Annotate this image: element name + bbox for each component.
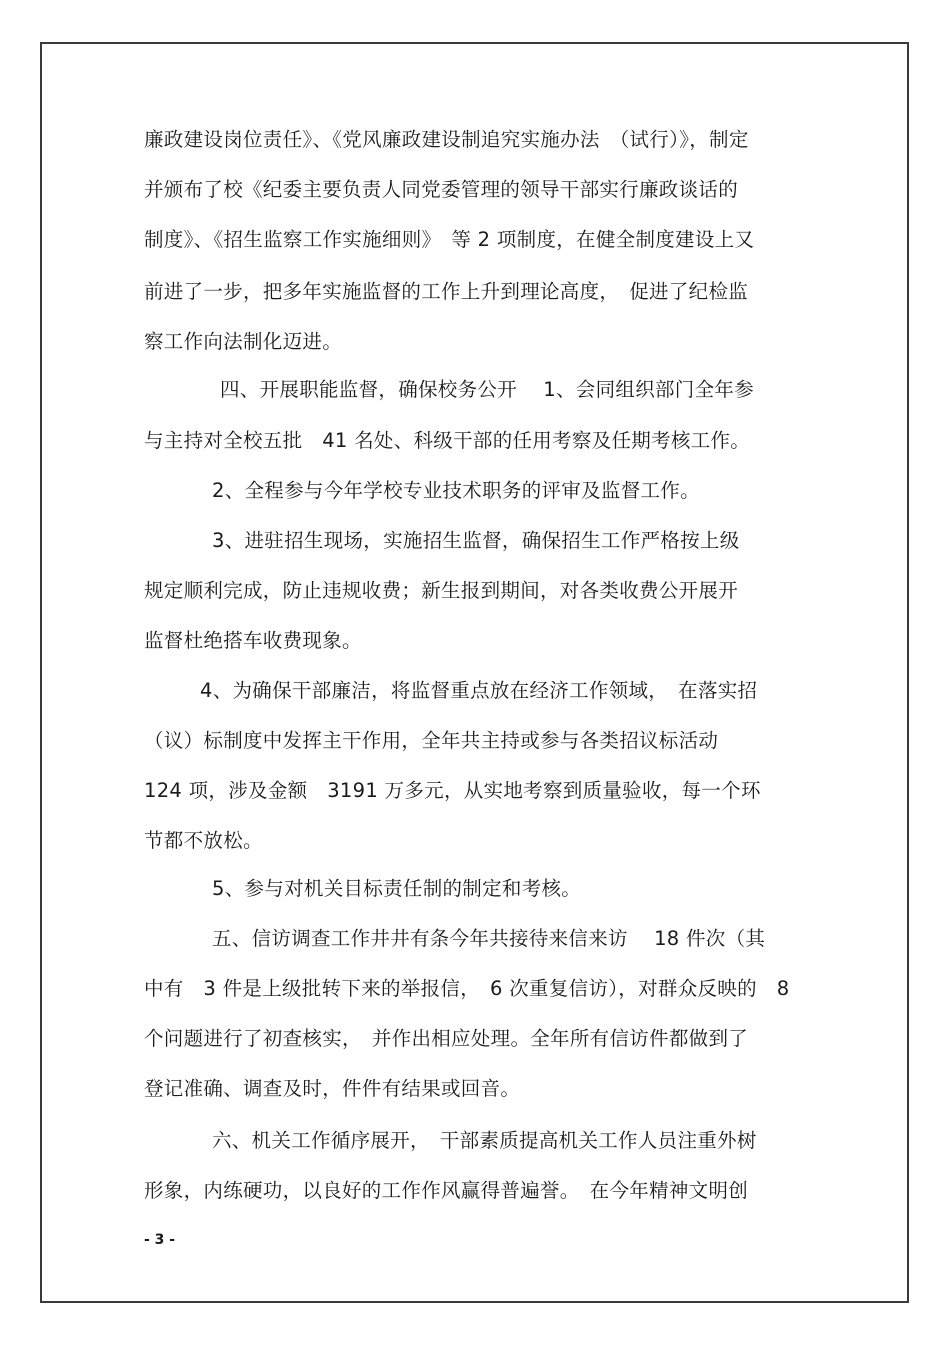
- body-text-line: 廉政建设岗位责任》、《党风廉政建设制追究实施办法 （试行）》，制定: [144, 128, 749, 151]
- body-text-line: 制度》、《招生监察工作实施细则》 等 2 项制度，在健全制度建设上又: [144, 228, 755, 251]
- page-number: - 3 -: [144, 1232, 176, 1248]
- section-heading-five: 五、信访调查工作井井有条今年共接待来信来访 18 件次（其: [212, 927, 766, 950]
- section-heading-four: 四、开展职能监督，确保校务公开 1、会同组织部门全年参: [220, 378, 755, 401]
- body-text-line: 个问题进行了初查核实， 并作出相应处理。全年所有信访件都做到了: [144, 1027, 749, 1050]
- list-item-2: 2、全程参与今年学校专业技术职务的评审及监督工作。: [212, 479, 700, 502]
- list-item-3: 3、进驻招生现场，实施招生监督，确保招生工作严格按上级: [212, 529, 740, 552]
- body-text-line: （议）标制度中发挥主干作用，全年共主持或参与各类招议标活动: [144, 729, 719, 752]
- body-text-line: 并颁布了校《纪委主要负责人同党委管理的领导干部实行廉政谈话的: [144, 178, 739, 201]
- body-text-line: 监督杜绝搭车收费现象。: [144, 629, 362, 652]
- list-item-5: 5、参与对机关目标责任制的制定和考核。: [212, 877, 582, 900]
- body-text-line: 登记准确、调查及时，件件有结果或回音。: [144, 1077, 521, 1100]
- body-text-line: 124 项，涉及金额 3191 万多元，从实地考察到质量验收，每一个环: [144, 779, 761, 802]
- list-item-4: 4、为确保干部廉洁，将监督重点放在经济工作领域， 在落实招: [200, 679, 758, 702]
- section-heading-six: 六、机关工作循序展开， 干部素质提高机关工作人员注重外树: [212, 1129, 757, 1152]
- body-text-line: 前进了一步，把多年实施监督的工作上升到理论高度， 促进了纪检监: [144, 280, 749, 303]
- body-text-line: 察工作向法制化迈进。: [144, 330, 343, 353]
- body-text-line: 形象，内练硬功，以良好的工作作风赢得普遍誉。 在今年精神文明创: [144, 1179, 749, 1202]
- body-text-line: 中有 3 件是上级批转下来的举报信， 6 次重复信访），对群众反映的 8: [144, 977, 790, 1000]
- body-text-line: 与主持对全校五批 41 名处、科级干部的任用考察及任期考核工作。: [144, 429, 751, 452]
- body-text-line: 规定顺利完成，防止违规收费；新生报到期间，对各类收费公开展开: [144, 579, 739, 602]
- body-text-line: 节都不放松。: [144, 829, 263, 852]
